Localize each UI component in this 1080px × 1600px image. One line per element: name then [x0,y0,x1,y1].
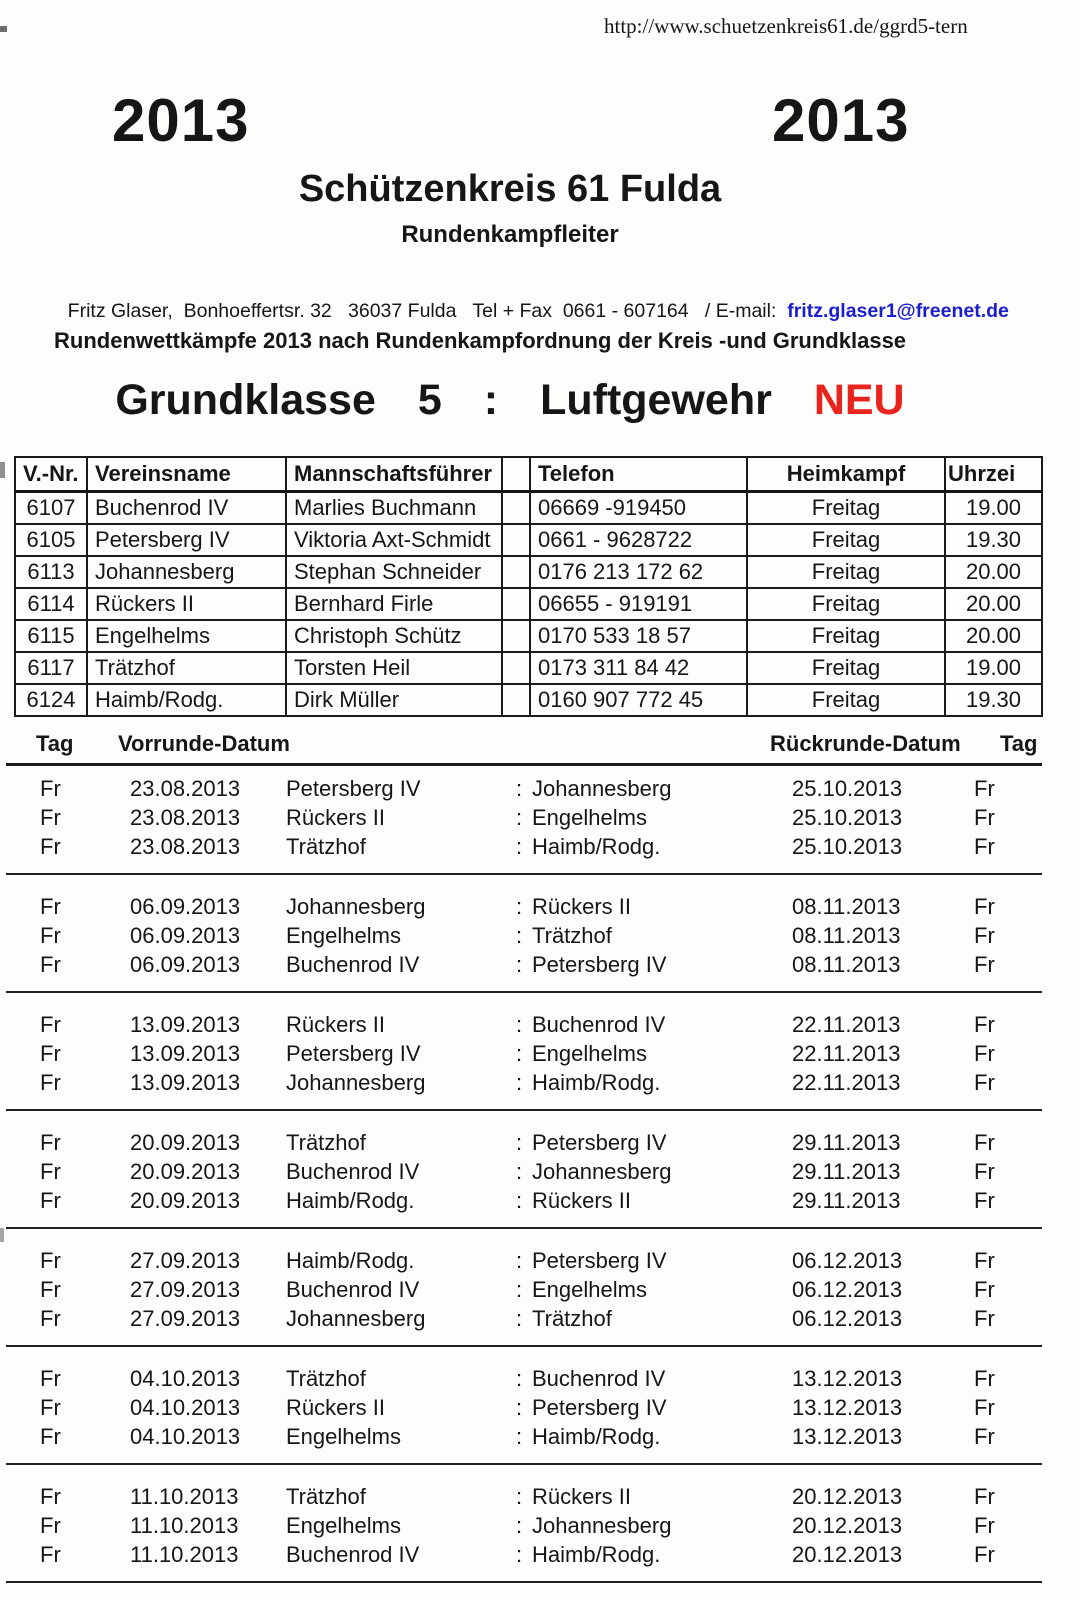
group-separator-line [6,1109,1042,1111]
match-row [0,1484,1080,1513]
away-team: Buchenrod IV [532,1012,666,1037]
away-team: Johannesberg [532,1513,672,1538]
return-leg-date: 22.11.2013 [792,1012,901,1037]
schedule-header-tag-left: Tag [36,731,74,756]
return-match-day: Fr [974,1484,995,1509]
time-cell: 20.00 [945,620,1042,652]
match-row [0,1130,1080,1159]
away-team: Petersberg IV [532,1248,667,1273]
teams-table-row [15,684,1042,716]
spacer-cell [502,588,530,620]
match-row [0,1424,1080,1453]
match-day: Fr [40,1070,61,1095]
return-match-day: Fr [974,1366,995,1391]
home-team: Petersberg IV [286,1041,421,1066]
home-team: Engelhelms [286,1513,401,1538]
versus-separator: : [516,1248,523,1273]
first-leg-date: 27.09.2013 [130,1306,241,1331]
time-cell: 20.00 [945,556,1042,588]
team-captain-cell: Viktoria Axt-Schmidt [286,524,502,556]
home-team: Haimb/Rodg. [286,1188,415,1213]
telephone-cell: 0176 213 172 62 [530,556,747,588]
away-team: Petersberg IV [532,952,667,977]
return-match-day: Fr [974,1395,995,1420]
team-captain-cell: Christoph Schütz [286,620,502,652]
match-row [0,1277,1080,1306]
match-day: Fr [40,1012,61,1037]
group-separator-line [6,873,1042,875]
match-row [0,1070,1080,1099]
return-match-day: Fr [974,1012,995,1037]
return-match-day: Fr [974,1041,995,1066]
return-leg-date: 20.12.2013 [792,1542,903,1567]
return-leg-date: 25.10.2013 [792,834,903,859]
schedule-header-vorrunde: Vorrunde-Datum [118,731,290,756]
match-row [0,1188,1080,1217]
return-match-day: Fr [974,1188,995,1213]
versus-separator: : [516,1012,523,1037]
time-cell: 20.00 [945,588,1042,620]
match-row [0,1366,1080,1395]
home-match-day-cell: Freitag [747,588,945,620]
match-row [0,1542,1080,1571]
year-left: 2013 [112,87,250,154]
telephone-cell: 0661 - 9628722 [530,524,747,556]
return-match-day: Fr [974,776,995,801]
return-leg-date: 08.11.2013 [792,952,901,977]
team-number-cell: 6107 [15,492,87,525]
group-separator-line [6,1345,1042,1347]
versus-separator: : [516,1130,523,1155]
versus-separator: : [516,776,523,801]
team-name-cell: Trätzhof [87,652,286,684]
home-team: Rückers II [286,1395,386,1420]
match-row [0,1306,1080,1335]
return-leg-date: 29.11.2013 [792,1159,901,1184]
spacer-cell [502,556,530,588]
team-name-cell: Johannesberg [87,556,286,588]
schedule-header-rule [6,763,1042,766]
team-name-cell: Petersberg IV [87,524,286,556]
organization-title: Schützenkreis 61 Fulda [298,168,722,210]
first-leg-date: 11.10.2013 [130,1513,239,1538]
versus-separator: : [516,805,523,830]
group-separator-line [6,1463,1042,1465]
match-row [0,923,1080,952]
home-match-day-cell: Freitag [747,524,945,556]
away-team: Haimb/Rodg. [532,1542,661,1567]
class-title-part: Luftgewehr [540,376,772,424]
return-leg-date: 22.11.2013 [792,1041,901,1066]
teams-table-header [15,457,1042,492]
return-leg-date: 06.12.2013 [792,1248,903,1273]
first-leg-date: 20.09.2013 [130,1130,241,1155]
return-leg-date: 29.11.2013 [792,1188,901,1213]
scan-artifact [0,462,5,478]
match-day: Fr [40,805,61,830]
home-match-day-cell: Freitag [747,684,945,716]
team-name-cell: Engelhelms [87,620,286,652]
match-day: Fr [40,1248,61,1273]
schedule-round-group [0,1484,1080,1600]
first-leg-date: 06.09.2013 [130,894,241,919]
match-row [0,1248,1080,1277]
schedule-round-group [0,1248,1080,1366]
match-row [0,894,1080,923]
home-team: Engelhelms [286,1424,401,1449]
away-team: Trätzhof [532,923,612,948]
return-match-day: Fr [974,1070,995,1095]
return-match-day: Fr [974,805,995,830]
return-leg-date: 13.12.2013 [792,1395,903,1420]
home-match-day-cell: Freitag [747,556,945,588]
return-match-day: Fr [974,952,995,977]
first-leg-date: 11.10.2013 [130,1484,239,1509]
return-leg-date: 08.11.2013 [792,894,901,919]
competition-note: Rundenwettkämpfe 2013 nach Rundenkampfordnung der Kreis -und Grundklasse [54,328,907,353]
return-leg-date: 06.12.2013 [792,1277,903,1302]
away-team: Haimb/Rodg. [532,1424,661,1449]
away-team: Engelhelms [532,1041,647,1066]
match-day: Fr [40,1424,61,1449]
match-day: Fr [40,952,61,977]
match-schedule [0,776,1080,1600]
schedule-round-group [0,1012,1080,1130]
schedule-round-group [0,776,1080,894]
return-match-day: Fr [974,1542,995,1567]
contact-text: Fritz Glaser, Bonhoeffertsr. 32 36037 Fulda Tel + Fax 0661 - 607164 / E-mail: [67,300,788,322]
schedule-round-group [0,1366,1080,1484]
team-number-cell: 6117 [15,652,87,684]
home-team: Trätzhof [286,1130,366,1155]
team-name-cell: Buchenrod IV [87,492,286,525]
home-team: Haimb/Rodg. [286,1248,415,1273]
versus-separator: : [516,1306,523,1331]
browser-print-url: http://www.schuetzenkreis61.de/ggrd5-tern [604,14,968,38]
return-leg-date: 06.12.2013 [792,1306,903,1331]
match-row [0,834,1080,863]
teams-table-row [15,492,1042,525]
first-leg-date: 23.08.2013 [130,834,241,859]
away-team: Petersberg IV [532,1395,667,1420]
versus-separator: : [516,1395,523,1420]
telephone-cell: 0160 907 772 45 [530,684,747,716]
versus-separator: : [516,923,523,948]
first-leg-date: 13.09.2013 [130,1012,241,1037]
first-leg-date: 27.09.2013 [130,1277,241,1302]
match-row [0,1012,1080,1041]
first-leg-date: 27.09.2013 [130,1248,241,1273]
team-number-cell: 6115 [15,620,87,652]
first-leg-date: 04.10.2013 [130,1424,241,1449]
neu-badge: NEU [813,376,905,424]
column-header-vereinsname: Vereinsname [87,457,286,492]
year-right: 2013 [772,87,910,154]
match-day: Fr [40,1513,61,1538]
telephone-cell: 06669 -919450 [530,492,747,525]
home-team: Petersberg IV [286,776,421,801]
home-match-day-cell: Freitag [747,620,945,652]
first-leg-date: 11.10.2013 [130,1542,239,1567]
class-title [0,376,1020,425]
match-row [0,1513,1080,1542]
versus-separator: : [516,1188,523,1213]
teams-table-header-row [15,457,1042,492]
home-match-day-cell: Freitag [747,652,945,684]
versus-separator: : [516,1513,523,1538]
group-separator-line [6,1227,1042,1229]
match-row [0,805,1080,834]
away-team: Rückers II [532,1188,632,1213]
organization-subtitle: Rundenkampfleiter [401,221,619,248]
return-match-day: Fr [974,1277,995,1302]
home-team: Buchenrod IV [286,1277,420,1302]
first-leg-date: 13.09.2013 [130,1070,241,1095]
schedule-header-tag-right: Tag [1000,731,1038,756]
return-match-day: Fr [974,894,995,919]
first-leg-date: 20.09.2013 [130,1159,241,1184]
return-match-day: Fr [974,1513,995,1538]
match-day: Fr [40,1306,61,1331]
spacer-cell [502,652,530,684]
teams-table-row [15,524,1042,556]
teams-table-row [15,652,1042,684]
telephone-cell: 06655 - 919191 [530,588,747,620]
match-day: Fr [40,834,61,859]
match-day: Fr [40,1130,61,1155]
versus-separator: : [516,1277,523,1302]
versus-separator: : [516,1484,523,1509]
team-number-cell: 6113 [15,556,87,588]
return-leg-date: 25.10.2013 [792,805,903,830]
telephone-cell: 0170 533 18 57 [530,620,747,652]
first-leg-date: 23.08.2013 [130,805,241,830]
column-header-telefon: Telefon [530,457,747,492]
schedule-round-group [0,894,1080,1012]
schedule-header [0,731,1080,761]
spacer-cell [502,684,530,716]
teams-table-row [15,620,1042,652]
column-header-spacer [502,457,530,492]
match-day: Fr [40,1159,61,1184]
spacer-cell [502,620,530,652]
return-match-day: Fr [974,1248,995,1273]
return-leg-date: 20.12.2013 [792,1513,903,1538]
first-leg-date: 06.09.2013 [130,952,241,977]
group-separator-line [6,991,1042,993]
return-leg-date: 29.11.2013 [792,1130,901,1155]
team-captain-cell: Dirk Müller [286,684,502,716]
return-leg-date: 08.11.2013 [792,923,901,948]
match-row [0,1159,1080,1188]
first-leg-date: 13.09.2013 [130,1041,241,1066]
home-team: Rückers II [286,805,386,830]
scan-artifact [0,1228,4,1242]
versus-separator: : [516,1424,523,1449]
home-team: Rückers II [286,1012,386,1037]
return-match-day: Fr [974,923,995,948]
away-team: Buchenrod IV [532,1366,666,1391]
home-team: Johannesberg [286,1070,426,1095]
match-row [0,1041,1080,1070]
return-match-day: Fr [974,1424,995,1449]
time-cell: 19.00 [945,492,1042,525]
column-header-heimkampf: Heimkampf [747,457,945,492]
match-day: Fr [40,1277,61,1302]
away-team: Haimb/Rodg. [532,834,661,859]
column-header-v-nr-: V.-Nr. [15,457,87,492]
team-captain-cell: Stephan Schneider [286,556,502,588]
away-team: Trätzhof [532,1306,612,1331]
versus-separator: : [516,1159,523,1184]
time-cell: 19.30 [945,684,1042,716]
class-title-part: Grundklasse [115,376,376,424]
return-leg-date: 13.12.2013 [792,1366,903,1391]
match-day: Fr [40,1484,61,1509]
time-cell: 19.00 [945,652,1042,684]
first-leg-date: 04.10.2013 [130,1366,241,1391]
match-day: Fr [40,1041,61,1066]
match-day: Fr [40,1395,61,1420]
return-leg-date: 20.12.2013 [792,1484,903,1509]
home-team: Johannesberg [286,894,426,919]
versus-separator: : [516,1542,523,1567]
away-team: Rückers II [532,1484,632,1509]
return-match-day: Fr [974,1306,995,1331]
home-team: Trätzhof [286,1366,366,1391]
home-team: Buchenrod IV [286,952,420,977]
return-leg-date: 22.11.2013 [792,1070,901,1095]
match-day: Fr [40,894,61,919]
column-header-mannschaftsf-hrer: Mannschaftsführer [286,457,502,492]
team-number-cell: 6124 [15,684,87,716]
return-match-day: Fr [974,834,995,859]
team-number-cell: 6114 [15,588,87,620]
away-team: Petersberg IV [532,1130,667,1155]
team-name-cell: Haimb/Rodg. [87,684,286,716]
away-team: Rückers II [532,894,632,919]
match-day: Fr [40,1542,61,1567]
group-separator-line [6,1581,1042,1583]
versus-separator: : [516,1070,523,1095]
team-captain-cell: Torsten Heil [286,652,502,684]
home-team: Trätzhof [286,1484,366,1509]
team-captain-cell: Marlies Buchmann [286,492,502,525]
teams-table-row [15,556,1042,588]
match-day: Fr [40,923,61,948]
contact-email-link[interactable]: fritz.glaser1@freenet.de [787,300,1009,322]
match-day: Fr [40,1366,61,1391]
time-cell: 19.30 [945,524,1042,556]
return-leg-date: 25.10.2013 [792,776,903,801]
versus-separator: : [516,1366,523,1391]
away-team: Johannesberg [532,776,672,801]
schedule-round-group [0,1130,1080,1248]
home-team: Johannesberg [286,1306,426,1331]
versus-separator: : [516,952,523,977]
return-match-day: Fr [974,1159,995,1184]
versus-separator: : [516,834,523,859]
first-leg-date: 06.09.2013 [130,923,241,948]
team-number-cell: 6105 [15,524,87,556]
versus-separator: : [516,894,523,919]
scan-artifact [0,26,7,32]
first-leg-date: 04.10.2013 [130,1395,241,1420]
first-leg-date: 23.08.2013 [130,776,241,801]
match-row [0,1395,1080,1424]
versus-separator: : [516,1041,523,1066]
teams-table-body [15,492,1042,717]
return-leg-date: 13.12.2013 [792,1424,903,1449]
team-name-cell: Rückers II [87,588,286,620]
teams-table-row [15,588,1042,620]
first-leg-date: 20.09.2013 [130,1188,241,1213]
home-team: Buchenrod IV [286,1159,420,1184]
column-header-uhrzei: Uhrzei [945,457,1042,492]
match-row [0,952,1080,981]
away-team: Johannesberg [532,1159,672,1184]
away-team: Haimb/Rodg. [532,1070,661,1095]
home-team: Engelhelms [286,923,401,948]
spacer-cell [502,524,530,556]
schedule-header-rueckrunde: Rückrunde-Datum [770,731,961,756]
home-team: Buchenrod IV [286,1542,420,1567]
home-team: Trätzhof [286,834,366,859]
away-team: Engelhelms [532,1277,647,1302]
spacer-cell [502,492,530,525]
class-title-part: : [483,376,499,424]
match-day: Fr [40,1188,61,1213]
class-title-part: 5 [417,376,442,424]
away-team: Engelhelms [532,805,647,830]
teams-table [14,456,1043,717]
telephone-cell: 0173 311 84 42 [530,652,747,684]
home-match-day-cell: Freitag [747,492,945,525]
match-day: Fr [40,776,61,801]
return-match-day: Fr [974,1130,995,1155]
match-row [0,776,1080,805]
team-captain-cell: Bernhard Firle [286,588,502,620]
